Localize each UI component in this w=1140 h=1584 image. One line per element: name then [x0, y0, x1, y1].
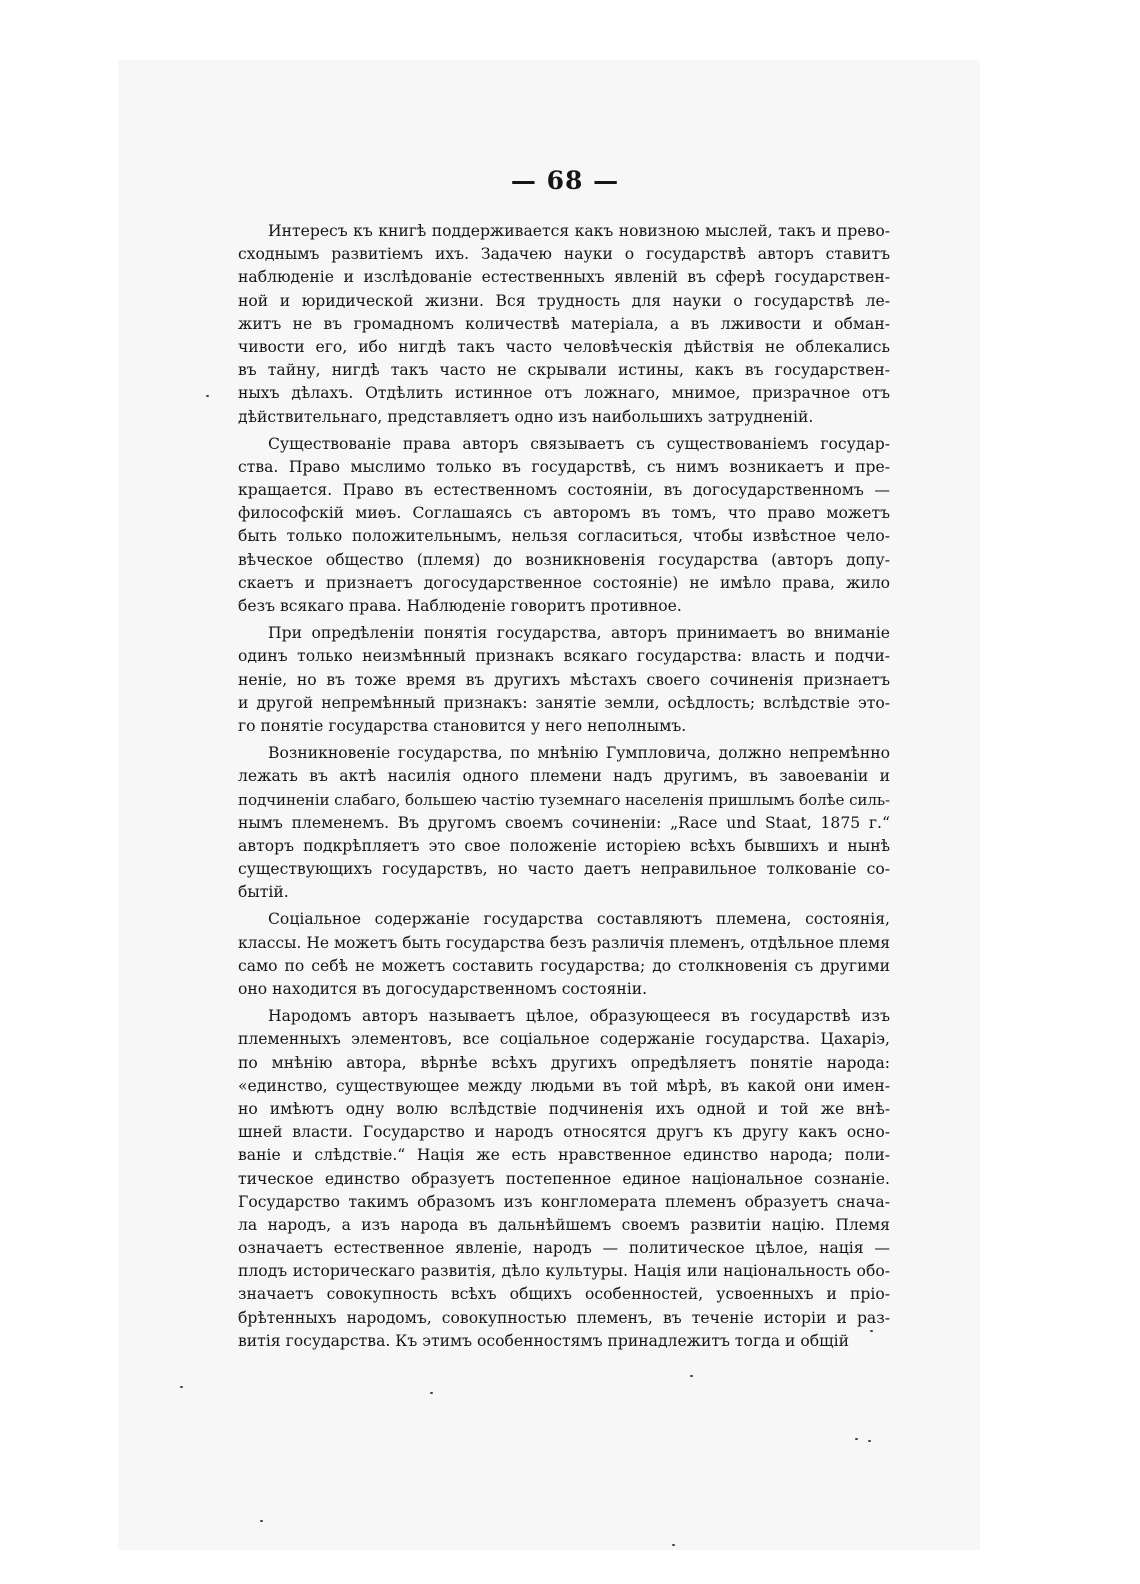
text-line: быть только положительнымъ, нельзя согласиться, чтобы извѣстное чело- — [238, 527, 890, 546]
text-line: витія государства. Къ этимъ особенностямъ принадлежитъ тогда и общій — [238, 1331, 849, 1350]
text-line: существующихъ государствъ, но часто даетъ неправильное толкованіе со- — [238, 860, 890, 879]
text-line: безъ всякаго права. Наблюденіе говоритъ противное. — [238, 597, 682, 615]
text-line: скаетъ и признаетъ догосударственное состояніе) не имѣло права, жило — [238, 573, 890, 592]
text-line: ныхъ дѣлахъ. Отдѣлить истинное отъ ложнаго, мнимое, призрачное отъ — [238, 384, 890, 403]
text-line: ла народъ, а изъ народа въ дальнѣйшемъ своемъ развитіи націю. Племя — [238, 1215, 890, 1234]
text-line: лежать въ актѣ насилія одного племени надъ другимъ, въ завоеваніи и — [238, 767, 890, 786]
text-line: житъ не въ громадномъ количествѣ матеріала, а въ лживости и обман- — [238, 314, 890, 333]
text-line: плодъ историческаго развитія, дѣло культуры. Нація или національность обо- — [238, 1262, 890, 1281]
text-line: означаетъ естественное явленіе, народъ — политическое цѣлое, нація — — [238, 1239, 890, 1258]
text-line: одинъ только неизмѣнный признакъ всякаго государства: власть и подчи- — [238, 647, 890, 666]
text-line: Государство такимъ образомъ изъ конгломерата племенъ образуетъ снача- — [238, 1192, 890, 1211]
page-number: — 68 — — [510, 166, 620, 195]
paragraph — [238, 1005, 890, 1353]
text-line: классы. Не можетъ быть государства безъ различія племенъ, отдѣльное племя — [238, 933, 890, 952]
text-line: ваніе и слѣдствіе.“ Нація же есть нравственное единство народа; поли- — [238, 1146, 890, 1165]
paragraph — [238, 220, 890, 429]
text-line: шней власти. Государство и народъ относятся другъ къ другу какъ осно- — [238, 1123, 890, 1142]
text-line: оно находится въ догосударственномъ состояніи. — [238, 980, 648, 998]
text-line: вѣческое общество (племя) до возникновенія государства (авторъ допу- — [238, 550, 890, 569]
text-line: авторъ подкрѣпляетъ это свое положеніе исторіею всѣхъ бывшихъ и нынѣ — [238, 836, 890, 855]
text-line: неніе, но въ тоже время въ другихъ мѣстахъ своего сочиненія признаетъ — [238, 670, 890, 689]
text-line: философскій миѳъ. Соглашаясь съ авторомъ въ томъ, что право можетъ — [238, 504, 890, 523]
paragraph — [238, 622, 890, 738]
scan-speck — [260, 1520, 263, 1522]
text-line: по мнѣнію автора, вѣрнѣе всѣхъ другихъ опредѣляетъ понятіе народа: — [238, 1053, 890, 1072]
text-line: ства. Право мыслимо только въ государствѣ, съ нимъ возникаетъ и пре- — [238, 457, 890, 476]
text-line: «единство, существующее между людьми въ той мѣрѣ, въ какой они имен- — [238, 1076, 890, 1095]
text-line: наблюденіе и изслѣдованіе естественныхъ явленій въ сферѣ государствен- — [238, 268, 890, 287]
scan-speck — [430, 1392, 433, 1394]
text-line: нымъ племенемъ. Въ другомъ своемъ сочиненіи: „Race und Staat, 1875 г.“ — [238, 813, 890, 832]
body-text — [238, 220, 890, 1357]
scan-speck — [690, 1375, 693, 1377]
text-line: и другой непремѣнный признакъ: занятіе земли, осѣдлость; вслѣдствіе это- — [238, 693, 890, 712]
scan-speck — [180, 1386, 183, 1388]
text-line: Соціальное содержаніе государства составляютъ племена, состоянія, — [268, 910, 890, 929]
text-line: Возникновеніе государства, по мнѣнію Гумпловича, должно непремѣнно — [268, 744, 890, 763]
scan-speck — [868, 1440, 871, 1442]
text-line: го понятіе государства становится у него неполнымъ. — [238, 716, 687, 735]
scan-speck — [206, 395, 209, 397]
text-line: но имѣютъ одну волю вслѣдствіе подчиненія ихъ одной и той же внѣ- — [238, 1099, 890, 1118]
text-line: само по себѣ не можетъ составить государства; до столкновенія съ другими — [238, 956, 890, 975]
text-line: племенныхъ элементовъ, все соціальное содержаніе государства. Цахаріэ, — [238, 1030, 890, 1049]
text-line: тическое единство образуетъ постепенное единое національное сознаніе. — [238, 1169, 890, 1188]
text-line: подчиненіи слабаго, большею частію туземнаго населенія пришлымъ болѣе силь- — [238, 790, 890, 809]
text-line: Интересъ къ книгѣ поддерживается какъ новизною мыслей, такъ и прево- — [268, 222, 890, 240]
scan-speck — [672, 1544, 675, 1546]
text-line: чивости его, ибо нигдѣ такъ часто человѣческія дѣйствія не облекались — [238, 337, 890, 356]
text-line: При опредѣленіи понятія государства, авторъ принимаетъ во вниманіе — [268, 624, 890, 643]
text-line: въ тайну, нигдѣ такъ часто не скрывали истины, какъ въ государствен- — [238, 361, 890, 380]
text-line: Народомъ авторъ называетъ цѣлое, образующееся въ государствѣ изъ — [268, 1007, 890, 1026]
text-line: дѣйствительнаго, представляетъ одно изъ наибольшихъ затрудненій. — [238, 407, 814, 426]
text-line: значаетъ совокупность всѣхъ общихъ особенностей, усвоенныхъ и пріо- — [238, 1285, 890, 1304]
paragraph — [238, 742, 890, 904]
text-line: бытій. — [238, 883, 289, 902]
scan-speck — [855, 1438, 858, 1440]
text-line: ной и юридической жизни. Вся трудность для науки о государствѣ ле- — [238, 291, 890, 310]
text-line: кращается. Право въ естественномъ состояніи, въ догосударственномъ — — [238, 481, 890, 500]
scan-speck — [870, 1330, 873, 1332]
text-line: сходнымъ развитіемъ ихъ. Задачею науки о государствѣ авторъ ставитъ — [238, 245, 890, 264]
paragraph — [238, 908, 890, 1001]
text-line: брѣтенныхъ народомъ, совокупностью племенъ, въ теченіе исторіи и раз- — [238, 1308, 890, 1327]
text-line: Существованіе права авторъ связываетъ съ существованіемъ государ- — [268, 434, 890, 453]
paragraph — [238, 433, 890, 619]
